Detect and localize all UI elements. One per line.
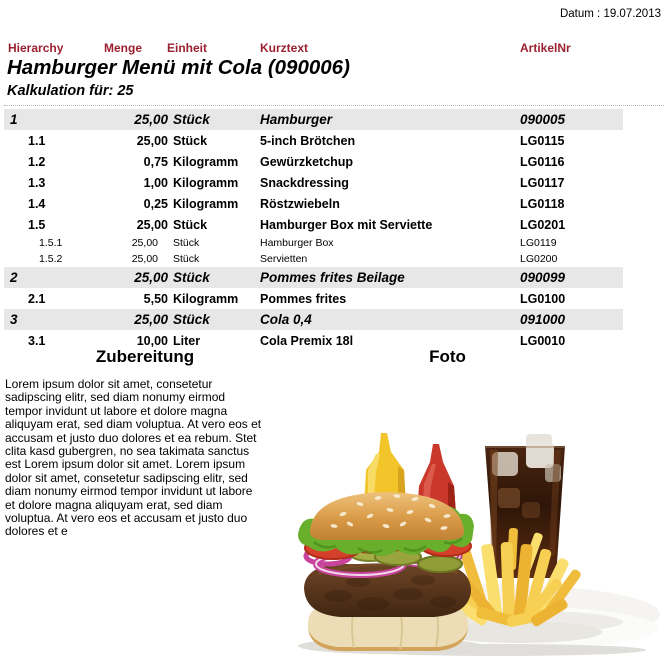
row-kurztext: Cola Premix 18l	[260, 333, 354, 348]
row-hierarchy: 1.2	[28, 154, 46, 169]
column-header-kurztext: Kurztext	[260, 41, 309, 55]
row-menge: 25,00	[136, 217, 168, 232]
row-hierarchy: 1.3	[28, 175, 46, 190]
row-einheit: Stück	[173, 217, 208, 232]
preparation-heading: Zubereitung	[95, 347, 195, 366]
row-artikelnr: LG0201	[520, 217, 566, 232]
food-photo-illustration	[298, 406, 662, 658]
row-einheit: Stück	[173, 270, 210, 285]
row-hierarchy: 1	[10, 112, 18, 127]
row-kurztext: Pommes frites Beilage	[260, 270, 405, 285]
row-artikelnr: LG0010	[520, 333, 566, 348]
row-kurztext: Cola 0,4	[260, 312, 312, 327]
row-hierarchy: 1.5.1	[39, 237, 63, 249]
page-subtitle: Kalkulation für: 25	[7, 83, 134, 99]
table-row	[4, 130, 623, 151]
row-menge: 0,25	[143, 196, 168, 211]
row-hierarchy: 2	[10, 270, 18, 285]
photo-hamburger	[298, 492, 482, 654]
row-hierarchy: 1.5.2	[39, 253, 63, 265]
table-row	[4, 267, 623, 288]
row-einheit: Stück	[173, 312, 210, 327]
row-artikelnr: LG0200	[520, 253, 558, 265]
row-einheit: Kilogramm	[173, 175, 239, 190]
row-einheit: Stück	[173, 237, 200, 249]
hierarchy-table	[4, 109, 623, 351]
row-kurztext: Hamburger Box	[260, 237, 334, 249]
table-row	[4, 235, 623, 251]
row-menge: 25,00	[134, 312, 168, 327]
row-menge: 25,00	[134, 112, 168, 127]
column-header-hierarchy: Hierarchy	[8, 41, 64, 55]
row-kurztext: Servietten	[260, 253, 308, 265]
row-artikelnr: LG0115	[520, 133, 565, 148]
table-row	[4, 109, 623, 130]
row-einheit: Stück	[173, 253, 200, 265]
row-menge: 25,00	[134, 270, 168, 285]
row-menge: 5,50	[143, 291, 168, 306]
row-artikelnr: LG0117	[520, 175, 565, 190]
row-artikelnr: LG0119	[520, 237, 557, 249]
column-header-menge: Menge	[104, 41, 143, 55]
table-row	[4, 309, 623, 330]
row-einheit: Kilogramm	[173, 291, 239, 306]
row-hierarchy: 1.4	[28, 196, 46, 211]
row-hierarchy: 3.1	[28, 333, 46, 348]
date-label: Datum : 19.07.2013	[559, 8, 661, 20]
table-row	[4, 151, 623, 172]
row-einheit: Stück	[173, 112, 210, 127]
food-photo	[298, 406, 662, 658]
row-menge: 0,75	[143, 154, 168, 169]
row-menge: 25,00	[131, 237, 158, 249]
photo-heading: Foto	[429, 347, 466, 366]
row-hierarchy: 3	[10, 312, 18, 327]
row-hierarchy: 1.5	[28, 217, 46, 232]
table-row	[4, 288, 623, 309]
row-artikelnr: 090099	[520, 270, 566, 285]
row-artikelnr: 091000	[520, 312, 566, 327]
row-menge: 25,00	[136, 133, 168, 148]
row-artikelnr: LG0100	[520, 291, 566, 306]
table-row	[4, 193, 623, 214]
page-title: Hamburger Menü mit Cola (090006)	[7, 56, 350, 79]
row-menge: 25,00	[131, 253, 158, 265]
preparation-text: Lorem ipsum dolor sit amet, consetetur sadipscing elitr, sed diam nonumy eirmod tempor invidunt ut labore et dolore magna aliquyam erat, sed diam voluptua. At vero eos et accusam et justo duo dolores et ea rebum. Stet clita kasd gubergren, no sea takimata sanctus est Lorem ipsum dolor sit amet. Lorem ipsum dolor sit amet, consetetur sadipscing elitr, sed diam nonumy eirmod tempor invidunt ut labore et dolore magna aliquyam erat, sed diam voluptua. At vero eos et accusam et justo duo dolores et e	[5, 377, 262, 539]
row-artikelnr: LG0116	[520, 154, 565, 169]
row-einheit: Liter	[173, 333, 201, 348]
row-kurztext: Hamburger Box mit Serviette	[260, 217, 433, 232]
row-kurztext: 5-inch Brötchen	[260, 133, 356, 148]
row-kurztext: Hamburger	[260, 112, 333, 127]
row-artikelnr: LG0118	[520, 196, 565, 211]
column-header-artikelnr: ArtikelNr	[520, 41, 571, 55]
row-hierarchy: 2.1	[28, 291, 46, 306]
table-row	[4, 214, 623, 235]
row-artikelnr: 090005	[520, 112, 566, 127]
row-einheit: Kilogramm	[173, 154, 239, 169]
row-menge: 1,00	[143, 175, 168, 190]
row-hierarchy: 1.1	[28, 133, 46, 148]
table-row	[4, 172, 623, 193]
row-kurztext: Gewürzketchup	[260, 154, 354, 169]
row-einheit: Stück	[173, 133, 208, 148]
row-kurztext: Röstzwiebeln	[260, 196, 340, 211]
row-einheit: Kilogramm	[173, 196, 239, 211]
row-kurztext: Pommes frites	[260, 291, 347, 306]
column-header-einheit: Einheit	[167, 41, 208, 55]
row-menge: 10,00	[136, 333, 168, 348]
separator-rule	[4, 105, 664, 106]
row-kurztext: Snackdressing	[260, 175, 349, 190]
table-row	[4, 251, 623, 267]
